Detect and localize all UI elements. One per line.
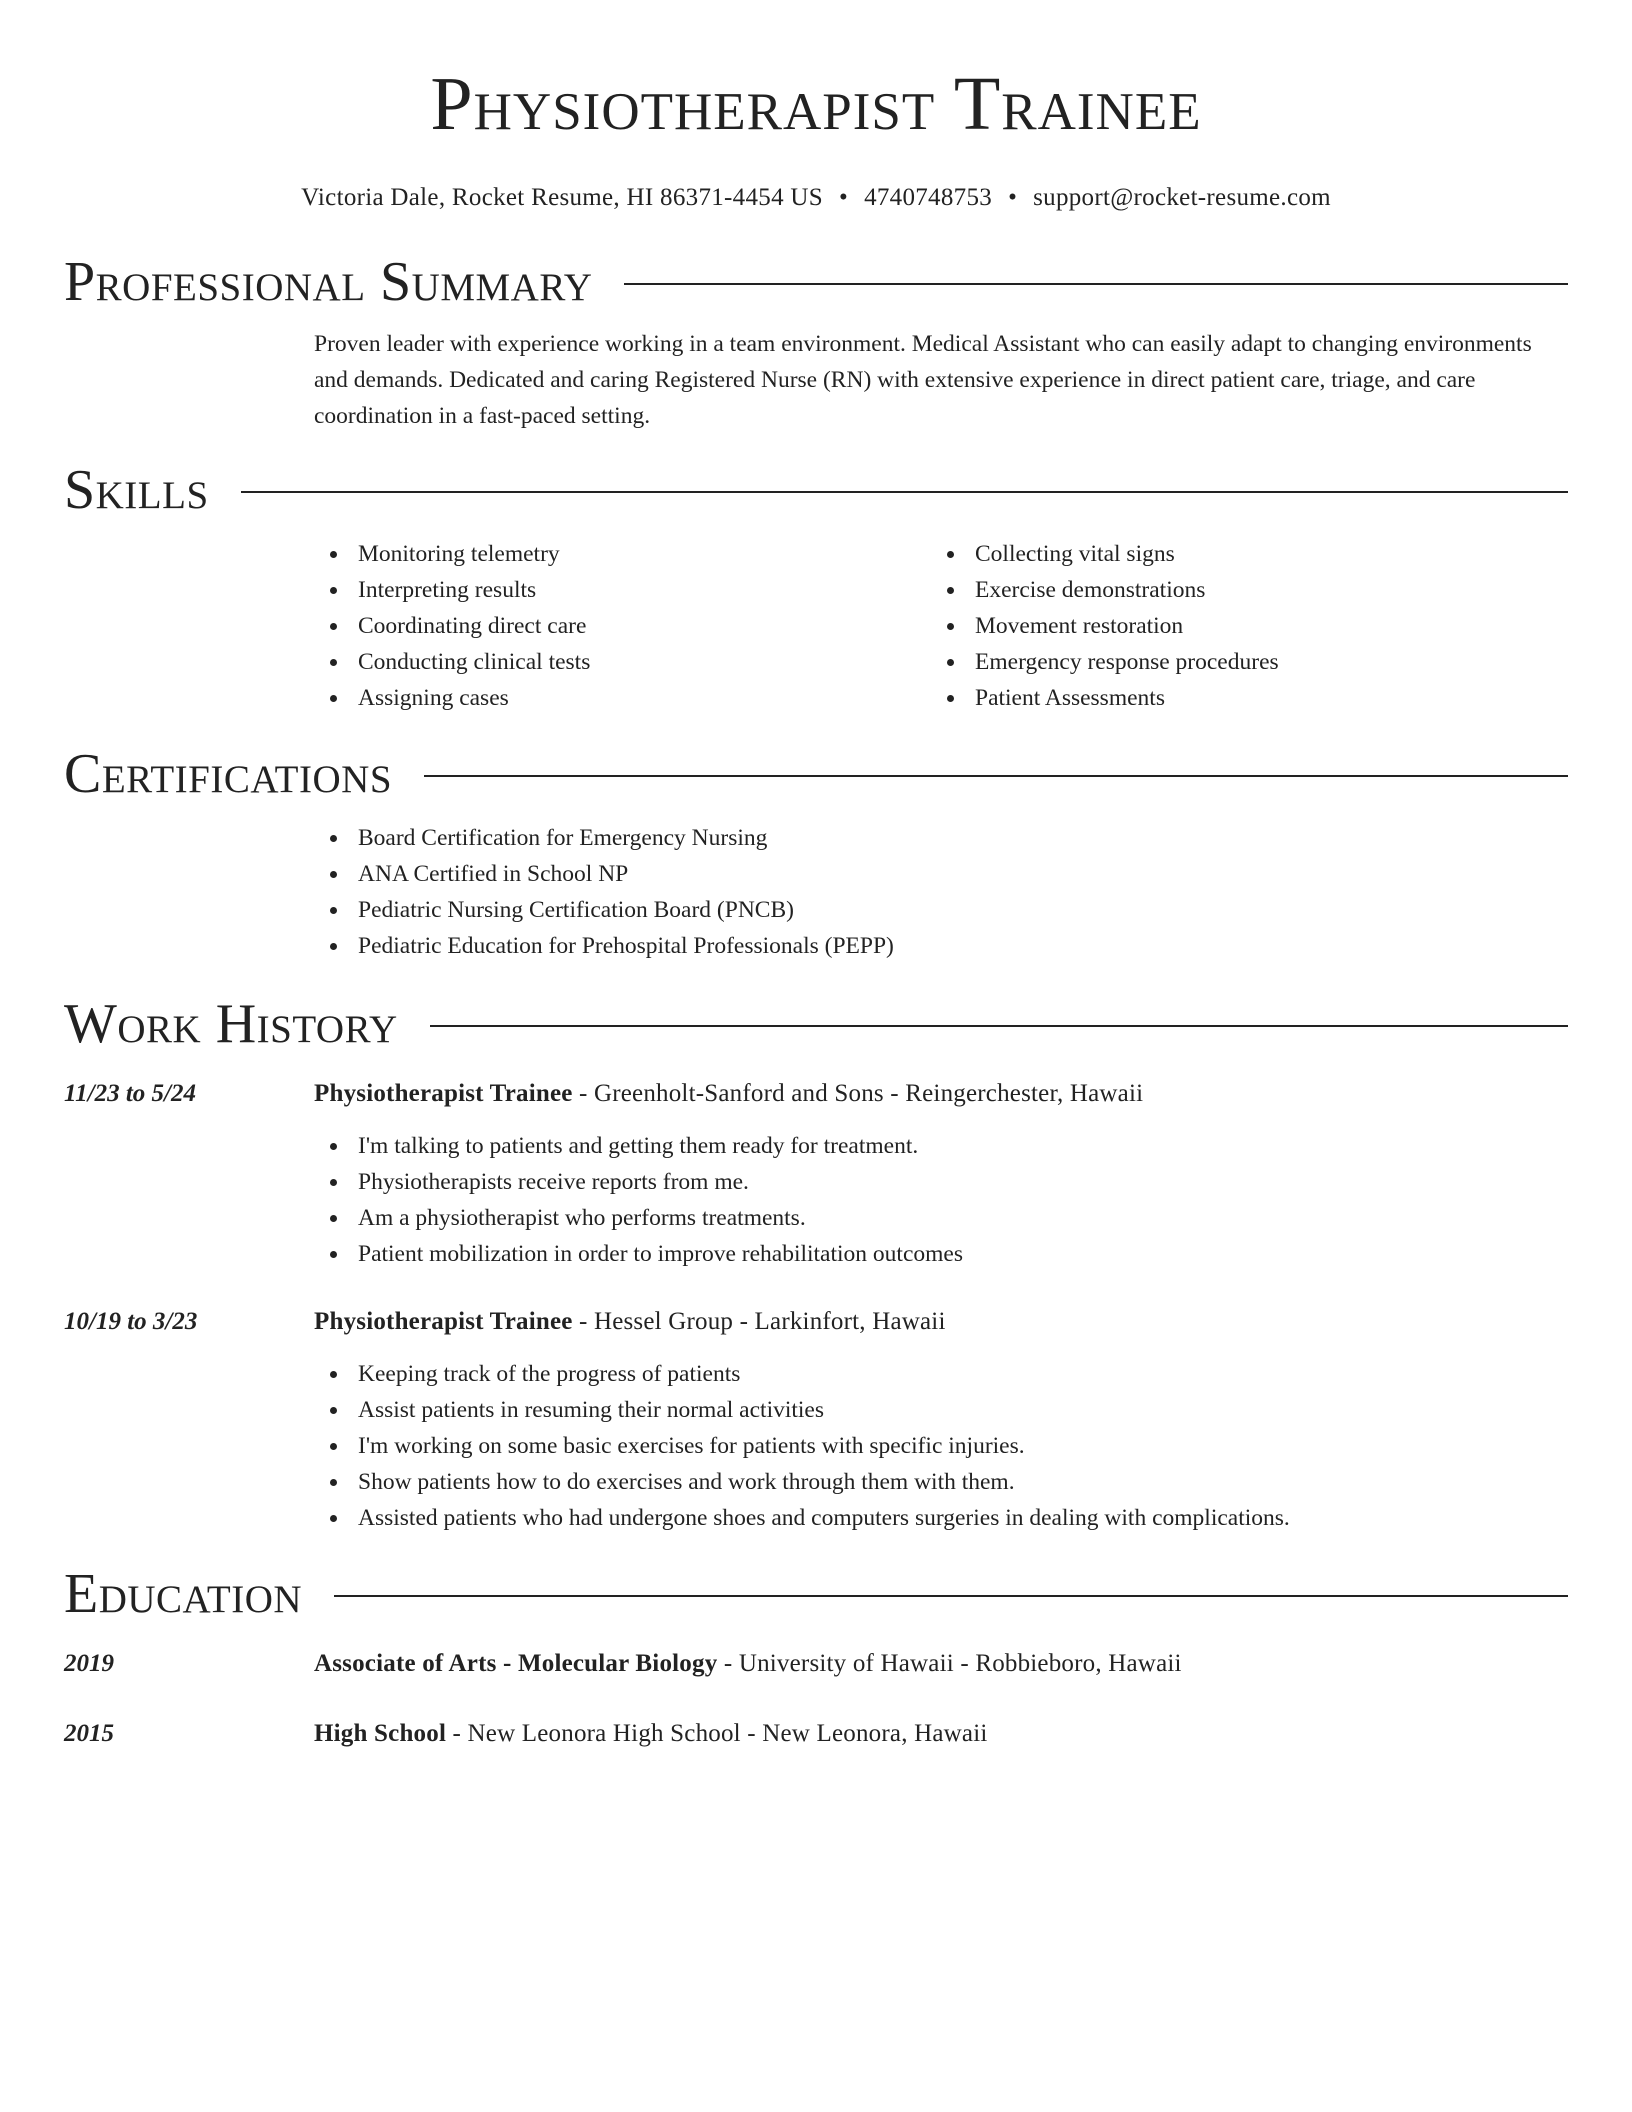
job-heading — [314, 1076, 1568, 1112]
certification-item: Pediatric Education for Prehospital Professionals (PEPP) — [314, 928, 1568, 964]
candidate-name: Physiotherapist Trainee — [430, 62, 1202, 146]
skills-list — [314, 536, 1568, 716]
education-school: - New Leonora High School - New Leonora, Hawaii — [446, 1720, 988, 1747]
skills-column-right — [931, 536, 1548, 716]
job-duty: Am a physiotherapist who performs treatments. — [314, 1200, 1568, 1236]
section-divider — [334, 1595, 1568, 1597]
certification-item: Board Certification for Emergency Nursing — [314, 820, 1568, 856]
skill-item: Movement restoration — [931, 608, 1548, 644]
certifications-title: Certifications — [64, 743, 393, 805]
job-duty: Keeping track of the progress of patients — [314, 1356, 1568, 1392]
job-employer: - Greenholt-Sanford and Sons - Reingerchester, Hawaii — [572, 1080, 1144, 1107]
contact-email: support@rocket-resume.com — [1033, 184, 1331, 211]
skill-item: Interpreting results — [314, 572, 931, 608]
contact-phone: 4740748753 — [864, 184, 993, 211]
job-duty: Show patients how to do exercises and work through them with them. — [314, 1464, 1568, 1500]
skill-item: Exercise demonstrations — [931, 572, 1548, 608]
section-divider — [430, 1025, 1568, 1027]
skills-section-header — [64, 458, 1568, 522]
education-school: - University of Hawaii - Robbieboro, Hawaii — [717, 1650, 1182, 1677]
contact-separator: • — [1008, 184, 1018, 211]
education-degree: Associate of Arts - Molecular Biology — [314, 1650, 718, 1677]
job-duty: I'm working on some basic exercises for patients with specific injuries. — [314, 1428, 1568, 1464]
certifications-list — [314, 820, 1568, 964]
certification-item: Pediatric Nursing Certification Board (PNCB) — [314, 892, 1568, 928]
job-entry — [64, 1076, 1568, 1272]
job-duties — [314, 1356, 1568, 1536]
work-title: Work History — [64, 993, 398, 1055]
skill-item: Coordinating direct care — [314, 608, 931, 644]
certifications-section-header — [64, 742, 1568, 806]
summary-section-header — [64, 250, 1568, 314]
job-duty: Patient mobilization in order to improve rehabilitation outcomes — [314, 1236, 1568, 1272]
education-entry — [64, 1646, 1568, 1682]
job-duty: I'm talking to patients and getting them ready for treatment. — [314, 1128, 1568, 1164]
section-divider — [624, 283, 1568, 285]
skill-item: Collecting vital signs — [931, 536, 1548, 572]
education-section-header — [64, 1562, 1568, 1626]
education-heading — [314, 1646, 1568, 1682]
skill-item: Assigning cases — [314, 680, 931, 716]
resume-page — [64, 0, 1568, 1752]
job-role: Physiotherapist Trainee — [314, 1308, 573, 1335]
job-role: Physiotherapist Trainee — [314, 1080, 573, 1107]
contact-separator: • — [839, 184, 849, 211]
job-duty: Physiotherapists receive reports from me. — [314, 1164, 1568, 1200]
summary-title: Professional Summary — [64, 251, 593, 313]
job-duties — [314, 1128, 1568, 1272]
skills-title: Skills — [64, 459, 209, 521]
education-heading — [314, 1716, 1568, 1752]
job-entry — [64, 1304, 1568, 1536]
contact-address: Victoria Dale, Rocket Resume, HI 86371-4454 US — [301, 184, 823, 211]
education-year: 2019 — [64, 1650, 114, 1677]
section-divider — [241, 491, 1568, 493]
education-degree: High School — [314, 1720, 447, 1747]
skill-item: Monitoring telemetry — [314, 536, 931, 572]
skill-item: Conducting clinical tests — [314, 644, 931, 680]
job-heading — [314, 1304, 1568, 1340]
job-duty: Assisted patients who had undergone shoes and computers surgeries in dealing with complications. — [314, 1500, 1568, 1536]
certification-item: ANA Certified in School NP — [314, 856, 1568, 892]
skill-item: Patient Assessments — [931, 680, 1548, 716]
skill-item: Emergency response procedures — [931, 644, 1548, 680]
skills-column-left — [314, 536, 931, 716]
job-dates: 11/23 to 5/24 — [64, 1080, 196, 1107]
work-section-header — [64, 992, 1568, 1056]
education-year: 2015 — [64, 1720, 114, 1747]
job-employer: - Hessel Group - Larkinfort, Hawaii — [572, 1308, 946, 1335]
contact-line — [64, 182, 1568, 214]
job-duty: Assist patients in resuming their normal activities — [314, 1392, 1568, 1428]
job-dates: 10/19 to 3/23 — [64, 1308, 198, 1335]
section-divider — [424, 775, 1568, 777]
summary-text: Proven leader with experience working in a team environment. Medical Assistant who can easily adapt to changing environments and demands. Dedicated and caring Registered Nurse (RN) with extensive experience in direct patient care, triage, and care coordination in a fast-paced setting. — [314, 331, 1532, 429]
education-title: Education — [64, 1563, 303, 1625]
education-entry — [64, 1716, 1568, 1752]
